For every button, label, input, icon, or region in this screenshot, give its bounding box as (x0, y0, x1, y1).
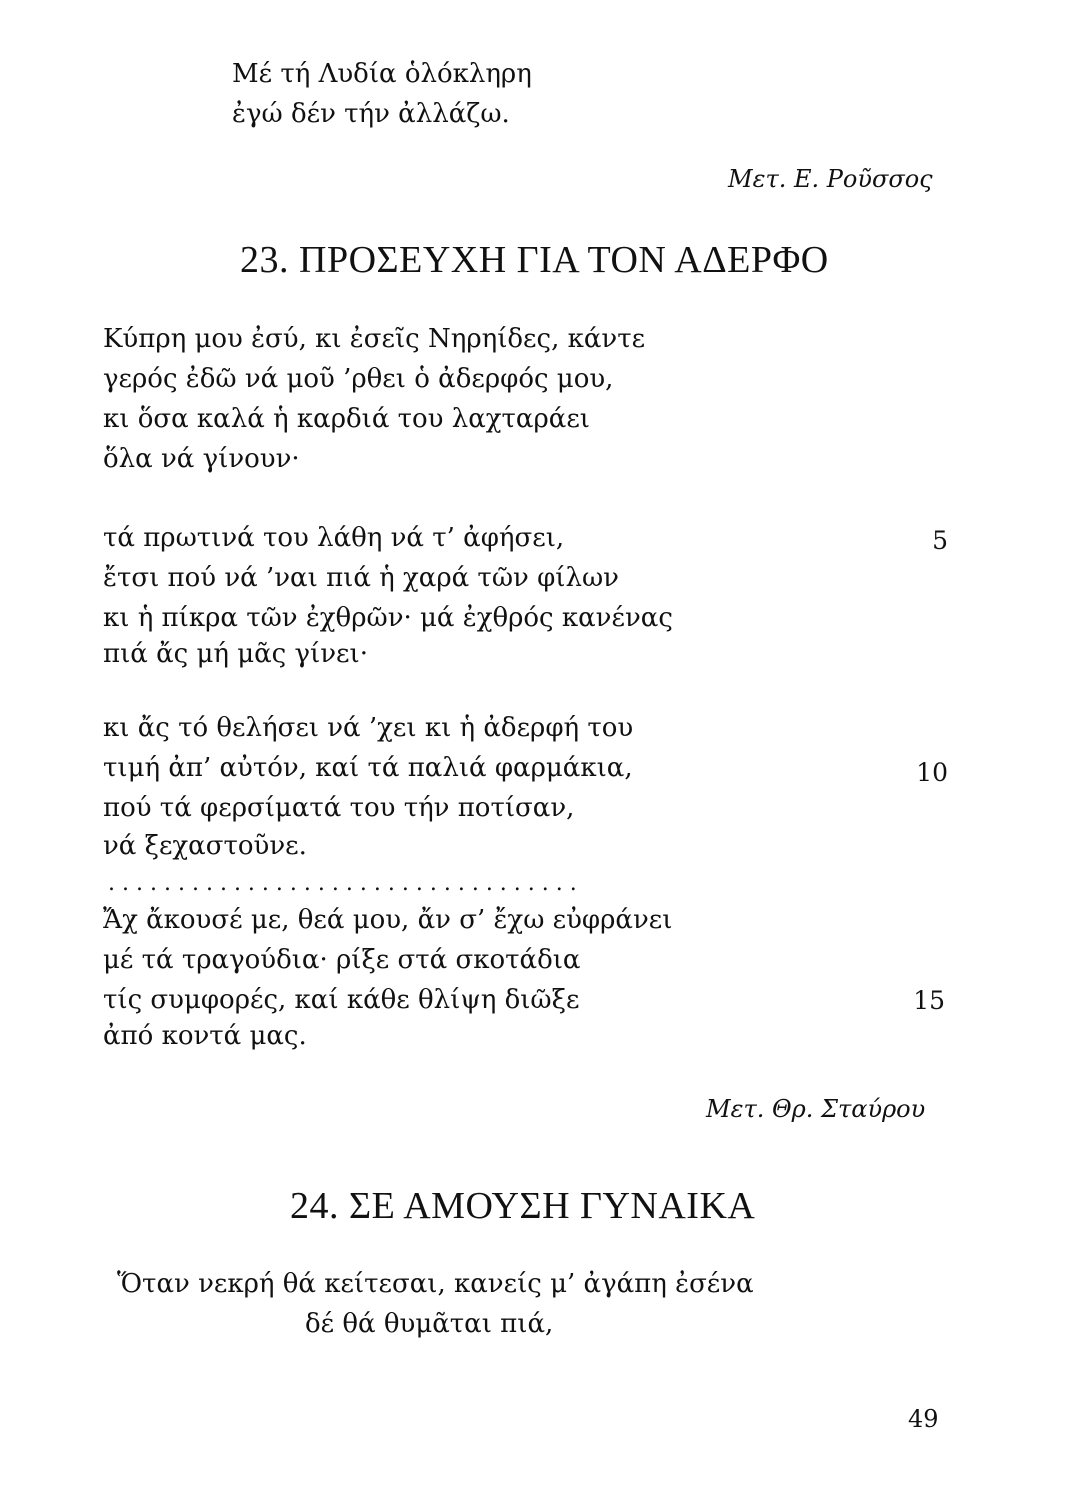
poem-24-line-1: Ὅταν νεκρή θά κείτεσαι, κανείς μ’ ἀγάπη ἐσένα (117, 1269, 754, 1299)
page-number: 49 (908, 1405, 939, 1433)
poem-23-line-6: ἔτσι πού νά ’ναι πιά ἡ χαρά τῶν φίλων (103, 563, 619, 593)
poem-23-line-5: τά πρωτινά του λάθη νά τ’ ἀφήσει, (103, 523, 565, 553)
poem-23-line-8: πιά ἄς μή μᾶς γίνει· (103, 639, 368, 669)
line-number-5: 5 (932, 526, 948, 555)
poem-23-translator: Μετ. Θρ. Σταύρου (706, 1095, 926, 1123)
poem-23-line-14: μέ τά τραγούδια· ρίξε στά σκοτάδια (103, 945, 581, 975)
poem-23-line-10: τιμή ἀπ’ αὐτόν, καί τά παλιά φαρμάκια, (103, 753, 633, 783)
poem-23-line-11: πού τά φερσίματά του τήν ποτίσαν, (103, 793, 575, 823)
poem-23-title: 23. ΠΡΟΣΕΥΧΗ ΓΙΑ ΤΟΝ ΑΔΕΡΦΟ (240, 239, 829, 281)
poem-23-line-13: Ἄχ ἄκουσέ με, θεά μου, ἄν σ’ ἔχω εὐφράνει (103, 905, 673, 935)
previous-poem-line-1: Μέ τή Λυδία ὁλόκληρη (232, 59, 532, 89)
poem-24-title: 24. ΣΕ ΑΜΟΥΣΗ ΓΥΝΑΙΚΑ (290, 1185, 756, 1227)
poem-23-line-2: γερός ἐδῶ νά μοῦ ’ρθει ὁ ἀδερφός μου, (103, 364, 614, 394)
line-number-15: 15 (913, 986, 945, 1015)
poem-23-line-4: ὅλα νά γίνουν· (103, 444, 300, 474)
omission-dots: .................................. (108, 871, 584, 896)
previous-poem-translator: Μετ. Ε. Ροῦσσος (728, 165, 933, 193)
poem-23-line-16: ἀπό κοντά μας. (103, 1021, 307, 1051)
line-number-10: 10 (916, 758, 948, 787)
poem-23-line-9: κι ἄς τό θελήσει νά ’χει κι ἡ ἀδερφή του (103, 713, 634, 743)
poem-23-line-3: κι ὅσα καλά ἡ καρδιά του λαχταράει (103, 404, 590, 434)
poem-23-line-7: κι ἡ πίκρα τῶν ἐχθρῶν· μά ἐχθρός κανένας (103, 603, 673, 633)
poem-23-line-1: Κύπρη μου ἐσύ, κι ἐσεῖς Νηρηίδες, κάντε (103, 324, 646, 354)
poem-23-line-12: νά ξεχαστοῦνε. (103, 831, 307, 861)
poem-24-line-2: δέ θά θυμᾶται πιά, (305, 1309, 554, 1339)
previous-poem-line-2: ἐγώ δέν τήν ἀλλάζω. (232, 99, 510, 129)
poem-23-line-15: τίς συμφορές, καί κάθε θλίψη διῶξε (103, 985, 580, 1015)
